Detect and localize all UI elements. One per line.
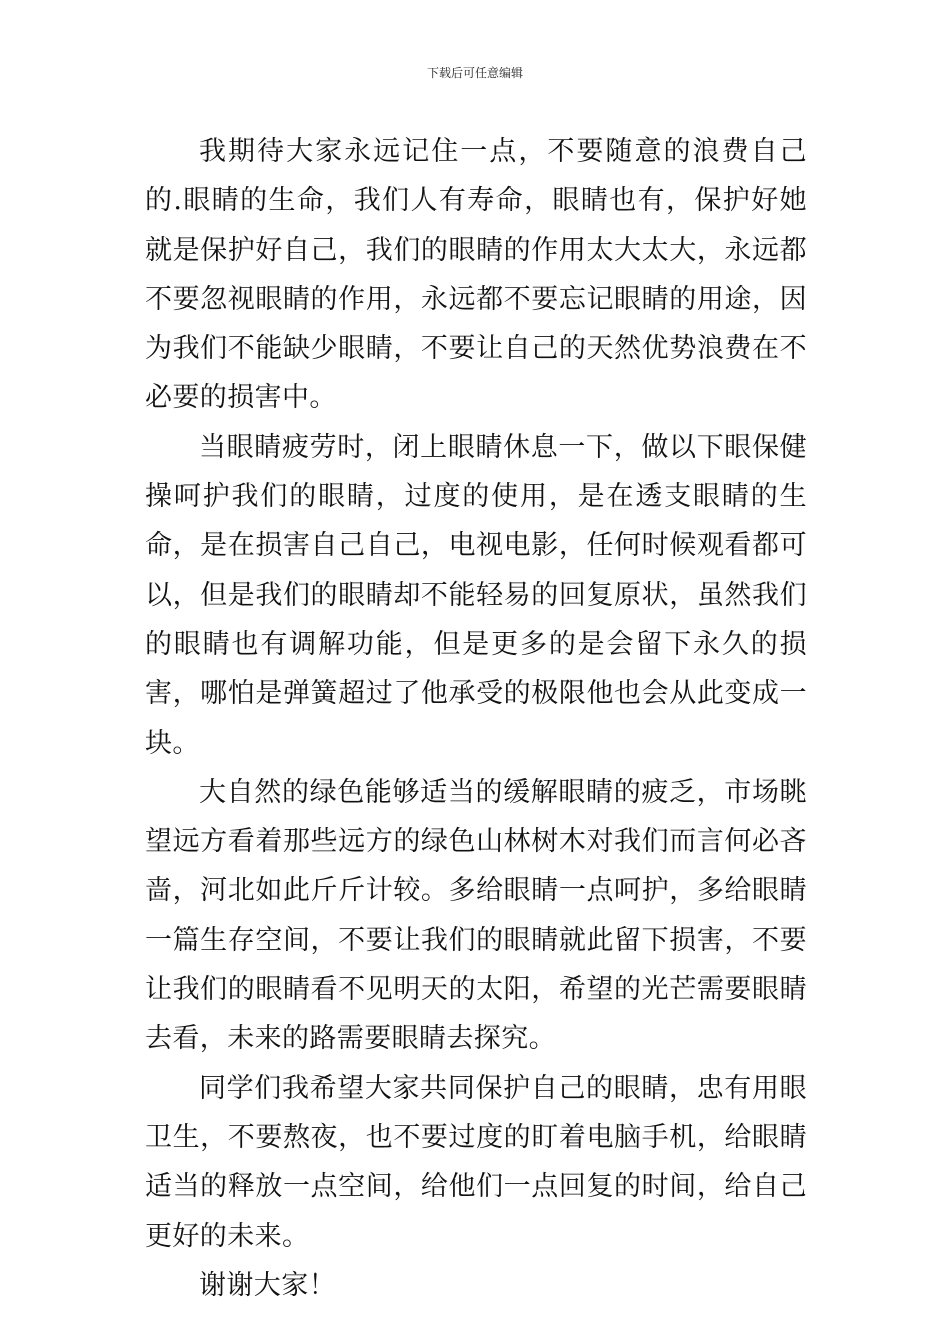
paragraph-1: 我期待大家永远记住一点，不要随意的浪费自己的.眼睛的生命，我们人有寿命，眼睛也有，保护好她就是保护好自己，我们的眼睛的作用太大太大，永远都不要忽视眼睛的作用，永远都不要忘记眼睛的用途，因为我们不能缺少眼睛，不要让自己的天然优势浪费在不必要的损害中。 <box>145 136 807 414</box>
closing-thanks: 谢谢大家！ <box>199 1269 336 1301</box>
page-header-note: 下载后可任意编辑 <box>426 66 523 80</box>
paragraph-4: 同学们我希望大家共同保护自己的眼睛，忠有用眼卫生，不要熬夜，也不要过度的盯着电脑手机，给眼睛适当的释放一点空间，给他们一点回复的时间，给自己更好的未来。 <box>145 1072 807 1252</box>
paragraph-2: 当眼睛疲劳时，闭上眼睛休息一下，做以下眼保健操呵护我们的眼睛，过度的使用，是在透支眼睛的生命，是在损害自己自己，电视电影，任何时候观看都可以，但是我们的眼睛却不能轻易的回复原状，虽然我们的眼睛也有调解功能，但是更多的是会留下永久的损害，哪怕是弹簧超过了他承受的极限他也会从此变成一块。 <box>145 431 807 759</box>
paragraph-3: 大自然的绿色能够适当的缓解眼睛的疲乏，市场眺望远方看着那些远方的绿色山林树木对我们而言何必吝啬，河北如此斤斤计较。多给眼睛一点呵护，多给眼睛一篇生存空间，不要让我们的眼睛就此留下损害，不要让我们的眼睛看不见明天的太阳，希望的光芒需要眼睛去看，未来的路需要眼睛去探究。 <box>145 776 807 1055</box>
document-body <box>145 127 807 1310</box>
